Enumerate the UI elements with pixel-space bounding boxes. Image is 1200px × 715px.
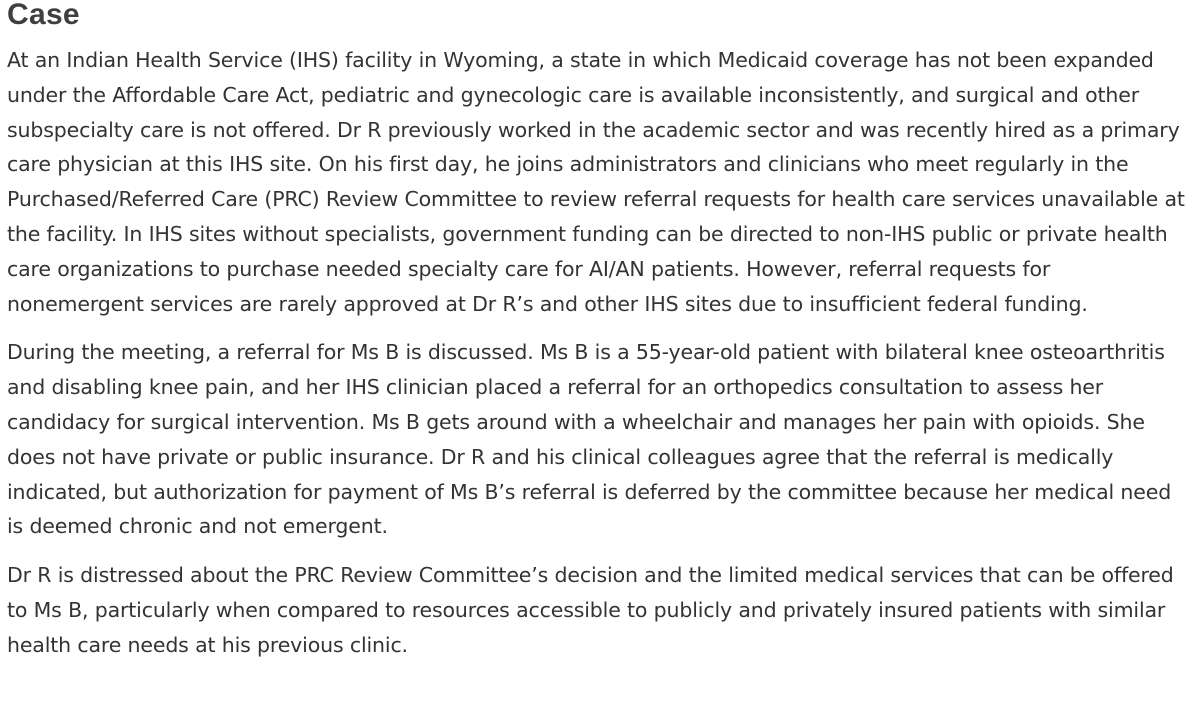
- case-paragraph-2: During the meeting, a referral for Ms B is discussed. Ms B is a 55-year-old patient with bilateral knee osteoarthritis and disabling knee pain, and her IHS clinician placed a referral for an orthopedics consultation to assess her candidacy for surgical intervention. Ms B gets around with a wheelchair and manages her pain with opioids. She does not have private or public insurance. Dr R and his clinical colleagues agree that the referral is medically indicated, but authorization for payment of Ms B’s referral is deferred by the committee because her medical need is deemed chronic and not emergent.: [7, 340, 1172, 539]
- case-article: [7, 0, 1193, 663]
- case-paragraph-3: Dr R is distressed about the PRC Review Committee’s decision and the limited medical services that can be offered to Ms B, particularly when compared to resources accessible to publicly and privately insured patients with similar health care needs at his previous clinic.: [7, 563, 1174, 657]
- section-heading: Case: [7, 0, 80, 31]
- case-paragraph-1: At an Indian Health Service (IHS) facility in Wyoming, a state in which Medicaid coverage has not been expanded under the Affordable Care Act, pediatric and gynecologic care is available inconsistently, and surgical and other subspecialty care is not offered. Dr R previously worked in the academic sector and was recently hired as a primary care physician at this IHS site. On his first day, he joins administrators and clinicians who meet regularly in the Purchased/Referred Care (PRC) Review Committee to review referral requests for health care services unavailable at the facility. In IHS sites without specialists, government funding can be directed to non-IHS public or private health care organizations to purchase needed specialty care for AI/AN patients. However, referral requests for nonemergent services are rarely approved at Dr R’s and other IHS sites due to insufficient federal funding.: [7, 48, 1185, 316]
